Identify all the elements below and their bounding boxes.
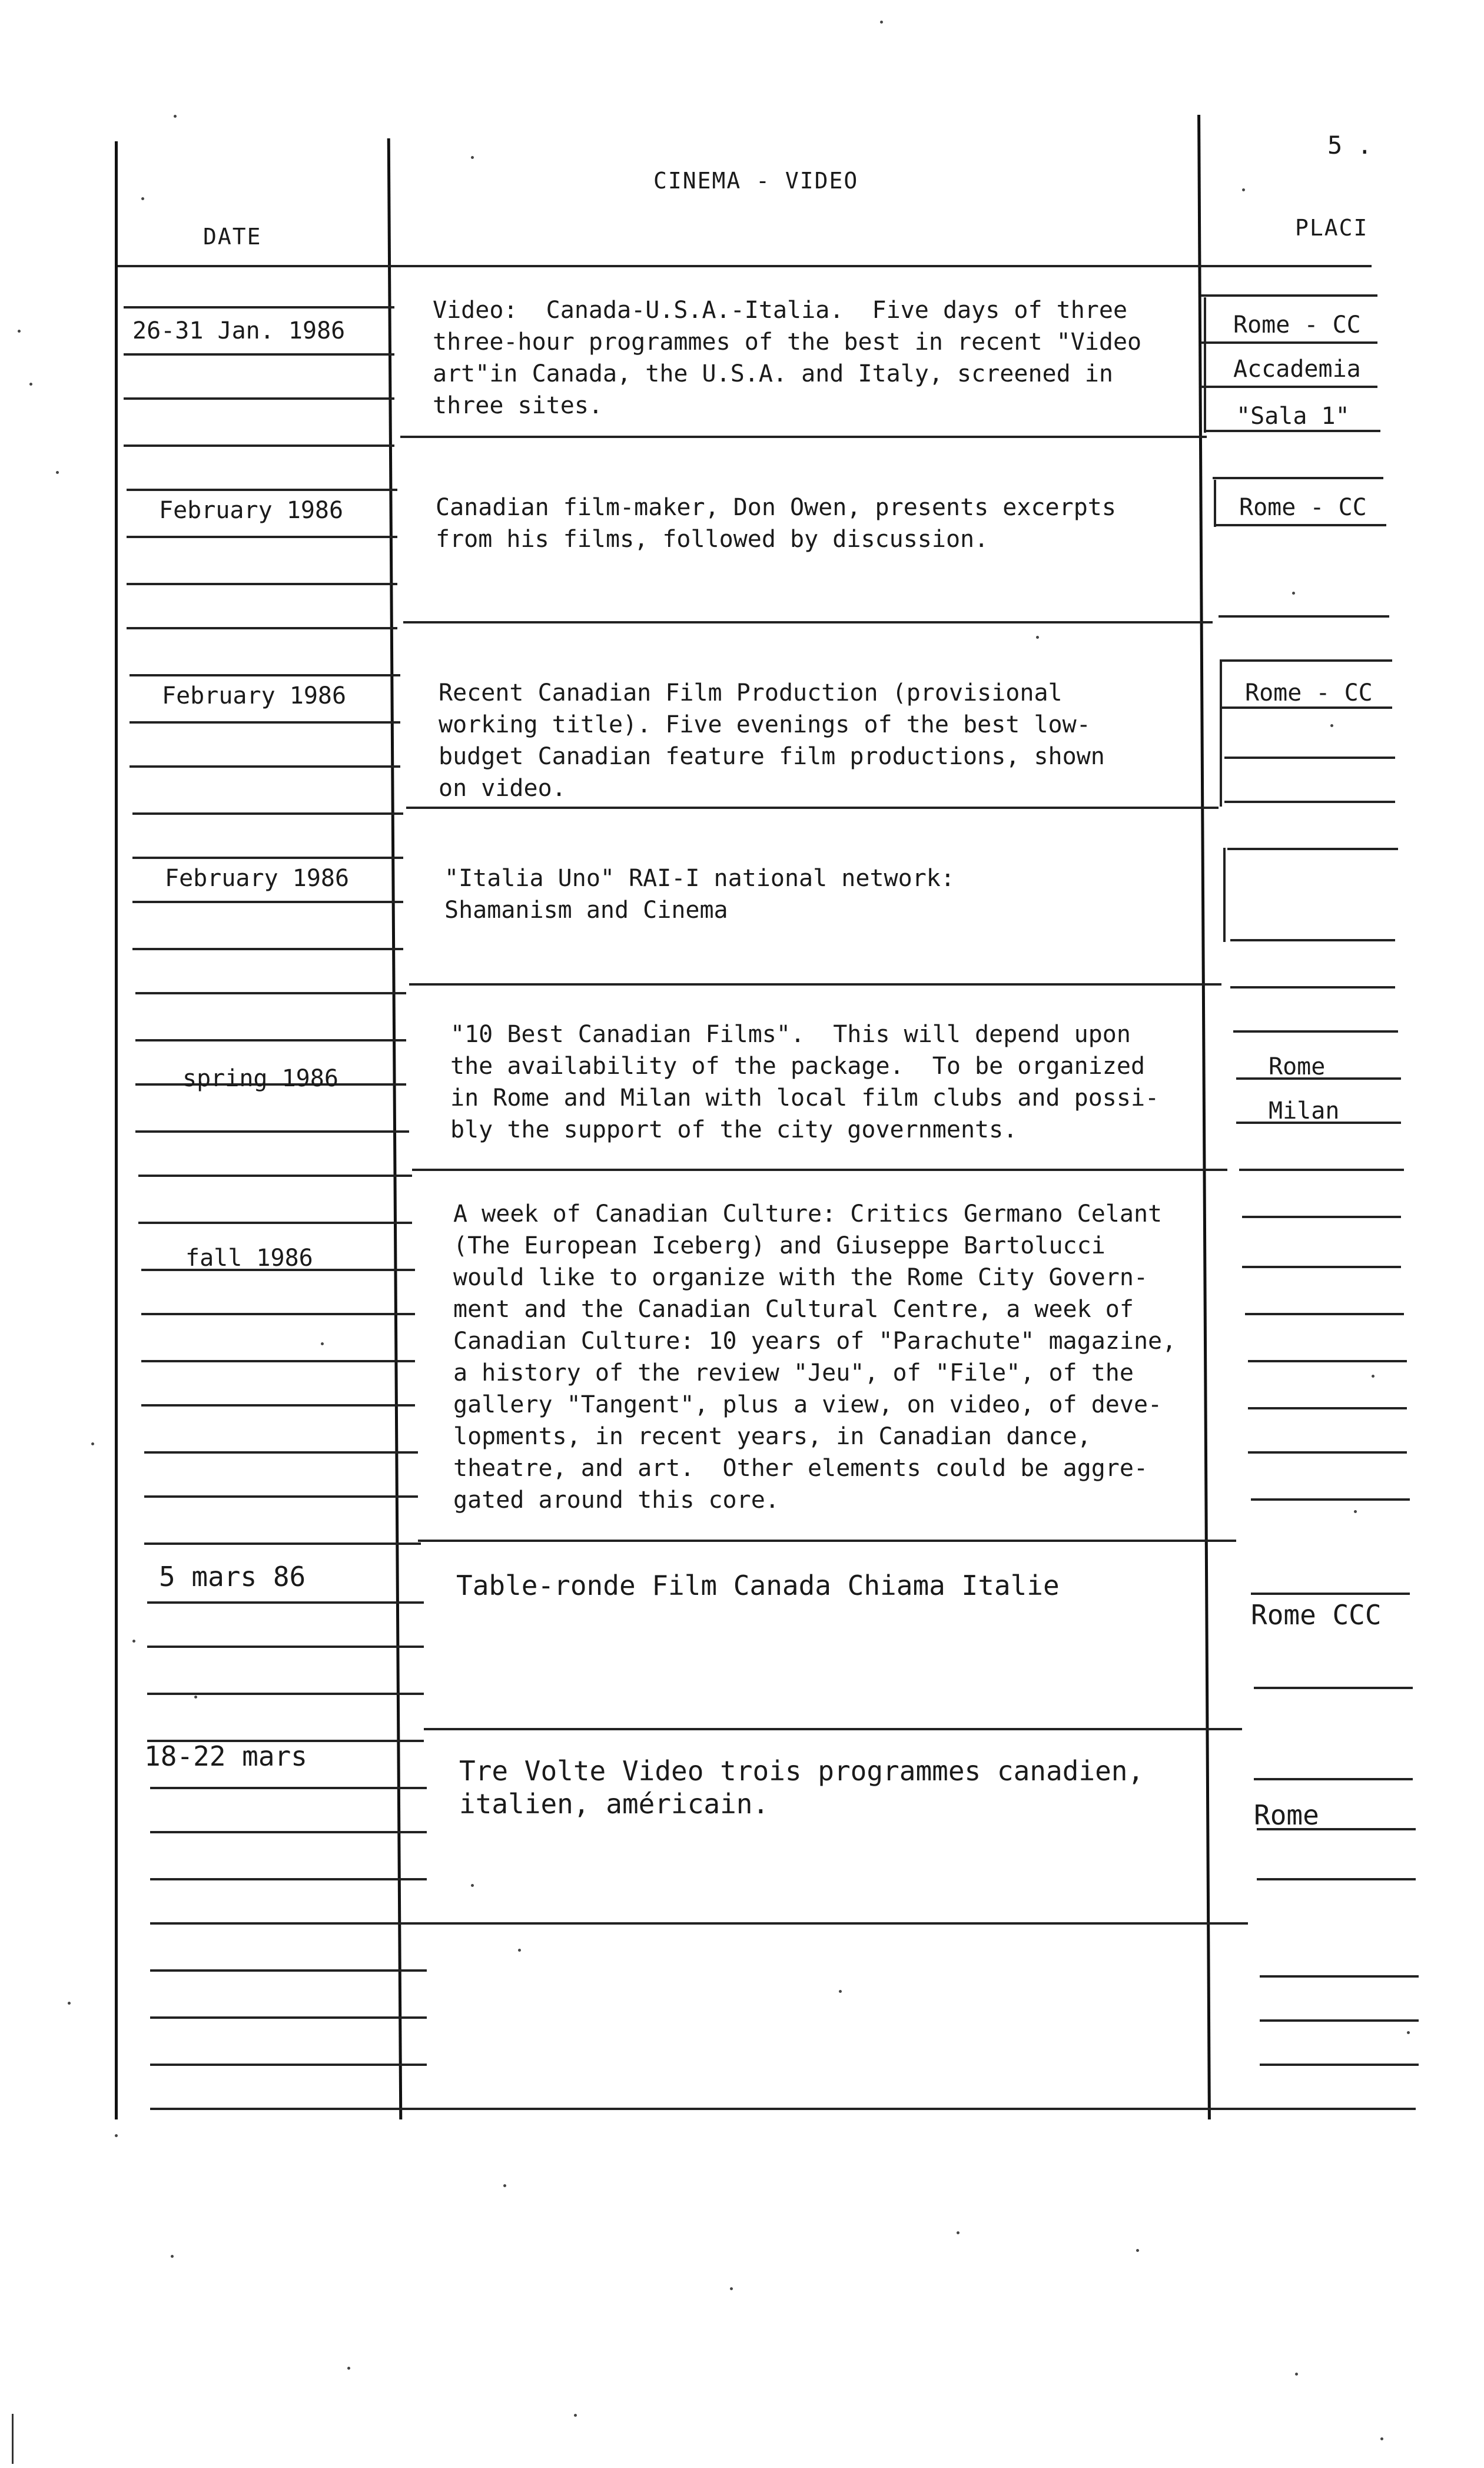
entry-description: Tre Volte Video trois programmes canadien, italien, américain. xyxy=(459,1755,1144,1820)
date-rule xyxy=(124,353,394,356)
entry-separator xyxy=(409,983,1221,986)
date-rule xyxy=(150,1787,427,1789)
entry-place: Rome - CC xyxy=(1245,679,1373,706)
date-rule xyxy=(150,2064,427,2066)
entry-place: Rome xyxy=(1269,1053,1326,1080)
entry-separator xyxy=(400,436,1207,438)
date-rule xyxy=(124,444,394,447)
date-rule xyxy=(144,1542,421,1545)
date-rule xyxy=(127,583,397,585)
scan-speck xyxy=(880,21,883,24)
scan-speck xyxy=(1136,2249,1139,2252)
place-box xyxy=(1223,848,1230,942)
place-rule xyxy=(1251,1593,1410,1595)
scan-speck xyxy=(1292,592,1295,595)
date-rule xyxy=(124,306,394,308)
scan-speck xyxy=(132,1640,135,1643)
scan-edge-mark xyxy=(12,2414,14,2464)
scan-speck xyxy=(1036,636,1039,639)
scan-speck xyxy=(1354,1510,1357,1513)
entry-description: "10 Best Canadian Films". This will depend upon the availability of the package. To be organized in Rome and Milan with local film clubs and possi- bly the support of the city governments. xyxy=(450,1021,1160,1143)
entry-date: February 1986 xyxy=(162,682,347,709)
entry-place: Rome - CC xyxy=(1233,311,1361,339)
entry-date: 18-22 mars xyxy=(144,1740,307,1772)
scan-speck xyxy=(174,115,177,118)
entry-separator xyxy=(412,1169,1227,1171)
scan-speck xyxy=(957,2231,960,2234)
scan-speck xyxy=(1295,2373,1298,2376)
entry-separator xyxy=(427,1922,1248,1925)
date-rule xyxy=(130,721,400,724)
entry-date: February 1986 xyxy=(165,865,350,892)
page-number: 5 . xyxy=(1327,131,1372,160)
date-rule xyxy=(135,992,406,994)
date-column-header: DATE xyxy=(203,224,262,250)
date-rule xyxy=(135,1130,409,1133)
place-rule xyxy=(1248,1360,1407,1362)
entry-date: 26-31 Jan. 1986 xyxy=(132,317,346,344)
entry-description: "Italia Uno" RAI-I national network: Shamanism and Cinema xyxy=(444,865,955,924)
date-rule xyxy=(150,1831,427,1833)
scan-speck xyxy=(503,2184,506,2187)
entry-place: Rome CCC xyxy=(1251,1599,1382,1631)
scan-speck xyxy=(18,330,21,333)
date-rule xyxy=(132,948,403,950)
scan-speck xyxy=(471,156,474,159)
entry-date: fall 1986 xyxy=(185,1245,313,1272)
scan-speck xyxy=(347,2367,350,2370)
place-rule xyxy=(1260,1975,1419,1978)
place-rule xyxy=(1221,659,1392,662)
date-rule xyxy=(150,2016,427,2019)
scan-speck xyxy=(518,1949,521,1952)
entry-description: Recent Canadian Film Production (provisional working title). Five evenings of the best low- budget Canadian feature film productions, shown on video. xyxy=(439,679,1105,802)
place-rule xyxy=(1257,1878,1416,1880)
scan-speck xyxy=(1407,2031,1410,2034)
date-rule xyxy=(132,812,403,815)
date-rule xyxy=(132,901,403,903)
entry-description: Canadian film-maker, Don Owen, presents excerpts from his films, followed by discussion. xyxy=(436,494,1116,553)
scan-speck xyxy=(1242,188,1245,191)
scan-speck xyxy=(68,2002,71,2005)
entry-place: Rome - CC xyxy=(1239,494,1367,521)
place-rule xyxy=(1254,1687,1413,1689)
entry-separator xyxy=(403,621,1213,623)
place-rule xyxy=(1227,848,1398,850)
date-rule xyxy=(130,674,400,676)
place-rule xyxy=(1213,477,1383,479)
scan-speck xyxy=(91,1442,94,1445)
place-column-header: PLACI xyxy=(1295,215,1369,241)
date-rule xyxy=(127,627,397,629)
entry-place: Milan xyxy=(1269,1097,1340,1124)
place-rule xyxy=(1224,801,1395,803)
entry-place: Rome xyxy=(1254,1799,1319,1831)
scan-speck xyxy=(574,2414,577,2417)
entry-date: 5 mars 86 xyxy=(159,1561,306,1593)
date-rule xyxy=(150,1878,427,1880)
date-rule xyxy=(141,1360,415,1362)
scan-speck xyxy=(56,471,59,474)
header-rule xyxy=(118,265,1372,267)
entry-description: Table-ronde Film Canada Chiama Italie xyxy=(456,1570,1060,1601)
scan-speck xyxy=(171,2255,174,2258)
place-box xyxy=(1214,480,1221,527)
date-rule xyxy=(141,1404,415,1407)
place-rule xyxy=(1230,939,1395,941)
date-rule xyxy=(127,536,397,538)
scan-speck xyxy=(730,2287,733,2290)
date-rule xyxy=(147,1693,424,1695)
entry-separator xyxy=(424,1728,1242,1730)
place-rule xyxy=(1201,341,1377,344)
entry-description: Video: Canada-U.S.A.-Italia. Five days of three three-hour programmes of the best in recent "Video art"in Canada, the U.S.A. and Italy, screened in three sites. xyxy=(433,297,1142,419)
place-rule xyxy=(1230,986,1395,988)
place-rule xyxy=(1260,2064,1419,2066)
place-rule xyxy=(1248,1451,1407,1454)
entry-date: spring 1986 xyxy=(182,1065,338,1092)
place-rule xyxy=(1239,1169,1404,1171)
date-rule xyxy=(147,1646,424,1648)
date-rule xyxy=(132,857,403,859)
scan-speck xyxy=(115,2134,118,2137)
entry-place: Accademia xyxy=(1233,356,1361,383)
place-rule xyxy=(1242,1266,1401,1268)
scan-speck xyxy=(839,1990,842,1993)
place-rule xyxy=(1260,2019,1419,2022)
place-rule xyxy=(1224,757,1395,759)
scan-speck xyxy=(471,1884,474,1887)
place-rule xyxy=(1201,386,1377,388)
scan-speck xyxy=(1330,724,1333,727)
scan-speck xyxy=(321,1342,324,1345)
place-rule xyxy=(1254,1778,1413,1780)
bottom-rule xyxy=(150,2108,1416,2110)
scan-speck xyxy=(1372,1375,1375,1378)
entry-separator xyxy=(406,807,1219,809)
date-rule xyxy=(150,1922,427,1925)
entry-separator xyxy=(418,1540,1236,1542)
place-rule xyxy=(1248,1407,1407,1409)
place-rule xyxy=(1201,294,1377,297)
date-rule xyxy=(141,1313,415,1315)
scan-speck xyxy=(1380,2437,1383,2440)
place-rule xyxy=(1219,615,1389,618)
place-box xyxy=(1204,297,1211,433)
date-rule xyxy=(135,1039,406,1041)
place-rule xyxy=(1245,1313,1404,1315)
place-rule xyxy=(1233,1030,1398,1033)
left-border-line xyxy=(115,141,118,2119)
entry-description: A week of Canadian Culture: Critics Germano Celant (The European Iceberg) and Giuseppe Bartolucci would like to organize with the Rome City Govern- ment and the Canadian Cultural Centre, a week of Canadian Culture: 10 years of "Parachute" magazine, a history of the review "Jeu", of "File", of the gallery "Tangent", plus a view, on video, of deve- lopments, in recent years, in Canadian dance, theatre, and art. Other elements could be aggre- gated around this core. xyxy=(453,1200,1177,1514)
entry-date: February 1986 xyxy=(159,497,344,524)
date-rule xyxy=(144,1495,418,1498)
entry-place: "Sala 1" xyxy=(1236,403,1350,430)
document-title: CINEMA - VIDEO xyxy=(653,168,859,194)
date-rule xyxy=(130,765,400,768)
place-rule xyxy=(1251,1498,1410,1501)
date-rule xyxy=(150,1969,427,1972)
date-rule xyxy=(124,397,394,400)
date-rule xyxy=(138,1222,412,1224)
date-rule xyxy=(127,489,397,491)
date-rule xyxy=(147,1601,424,1604)
scan-speck xyxy=(141,197,144,200)
place-rule xyxy=(1216,524,1386,526)
date-rule xyxy=(138,1175,412,1177)
date-rule xyxy=(144,1451,418,1454)
place-rule xyxy=(1242,1216,1401,1218)
place-box xyxy=(1220,659,1227,807)
scan-speck xyxy=(29,383,32,386)
scan-speck xyxy=(194,1696,197,1699)
